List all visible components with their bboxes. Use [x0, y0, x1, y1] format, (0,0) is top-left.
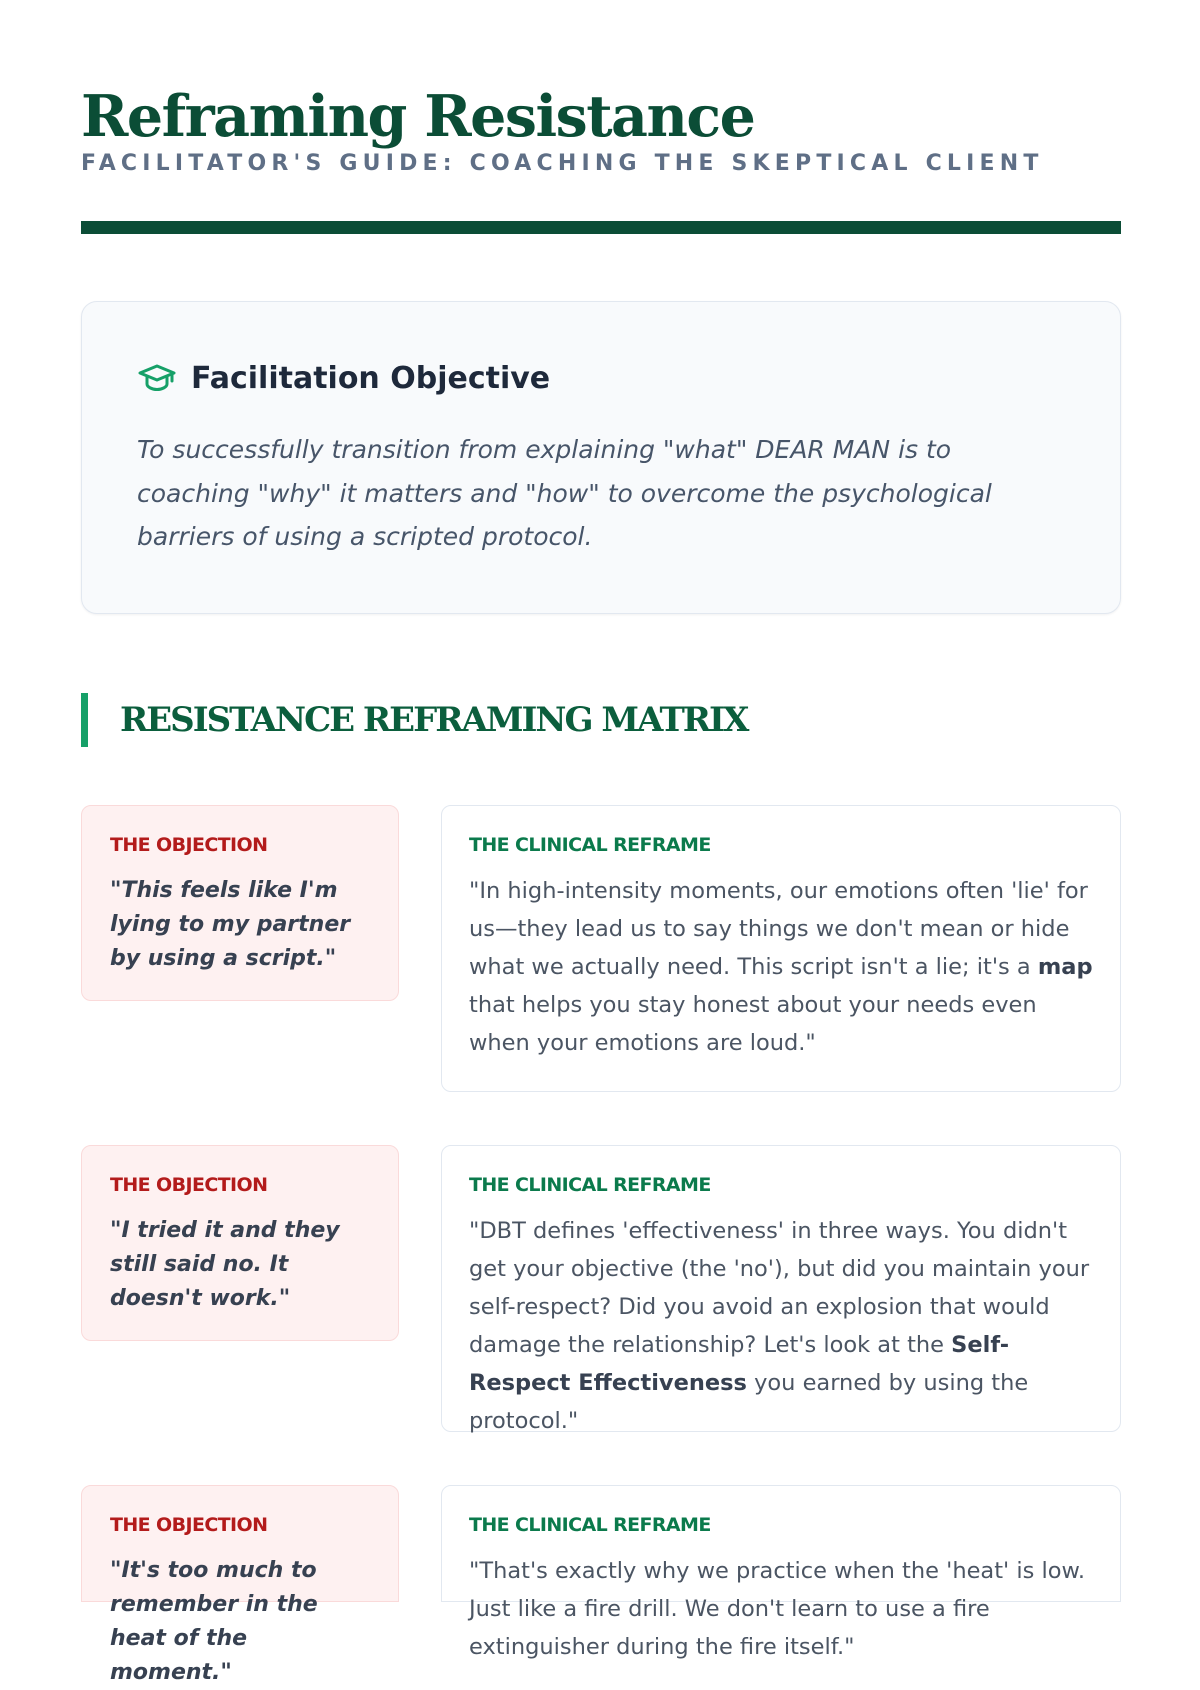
- matrix-heading: [81, 693, 747, 747]
- objection-text: "It's too much to remember in the heat of the moment.": [110, 1558, 318, 1685]
- reframe-label: THE CLINICAL REFRAME: [469, 834, 711, 856]
- reframe-card: [441, 1145, 1121, 1432]
- reframe-card: [441, 805, 1121, 1092]
- objection-text: "This feels like I'm lying to my partner by using a script.": [110, 878, 351, 971]
- matrix-heading-text: RESISTANCE REFRAMING MATRIX: [120, 700, 748, 740]
- objection-card: [81, 805, 399, 1001]
- facilitation-objective-card: [81, 301, 1121, 614]
- reframe-text-part: you earned by using the protocol.": [469, 1370, 1029, 1434]
- reframe-text-part: "That's exactly why we practice when the 'heat' is low. Just like a fire drill. We don't learn to use a fire extinguisher during the fire itself.": [469, 1558, 1086, 1660]
- reframe-emphasis: Self-Respect Effectiveness: [469, 1332, 1010, 1396]
- reframe-text-part: that helps you stay honest about your needs even when your emotions are loud.": [469, 992, 1037, 1056]
- objection-card: [81, 1485, 399, 1685]
- objection-label: THE OBJECTION: [110, 1174, 268, 1196]
- reframe-emphasis: map: [1037, 954, 1093, 980]
- graduation-cap-icon: [137, 362, 177, 394]
- objection-text: "I tried it and they still said no. It doesn't work.": [110, 1218, 340, 1311]
- objection-label: THE OBJECTION: [110, 1514, 268, 1536]
- reframe-label: THE CLINICAL REFRAME: [469, 1514, 711, 1536]
- objective-title: Facilitation Objective: [191, 360, 551, 396]
- objective-header: [137, 356, 550, 400]
- objection-card: [81, 1145, 399, 1341]
- page-title: Reframing Resistance: [81, 83, 755, 150]
- reframe-text: [469, 1552, 1097, 1666]
- objective-text: To successfully transition from explaining "what" DEAR MAN is to coaching "why" it matters and "how" to overcome the psychological barriers of using a scripted protocol.: [137, 435, 992, 551]
- reframe-text-part: "In high-intensity moments, our emotions often 'lie' for us—they lead us to say things we don't mean or hide what we actually need. This script isn't a lie; it's a: [469, 878, 1088, 980]
- reframe-text: [469, 1212, 1097, 1440]
- reframe-card: [441, 1485, 1121, 1660]
- reframe-text-part: "DBT defines 'effectiveness' in three ways. You didn't get your objective (the 'no'), but did you maintain your self-respect? Did you avoid an explosion that would damage the relationship? Let's look at the: [469, 1218, 1090, 1358]
- reframe-text: [469, 872, 1097, 1062]
- objection-label: THE OBJECTION: [110, 834, 268, 856]
- reframe-label: THE CLINICAL REFRAME: [469, 1174, 711, 1196]
- title-divider: [81, 221, 1121, 234]
- page-subtitle: FACILITATOR'S GUIDE: COACHING THE SKEPTICAL CLIENT: [81, 151, 1044, 176]
